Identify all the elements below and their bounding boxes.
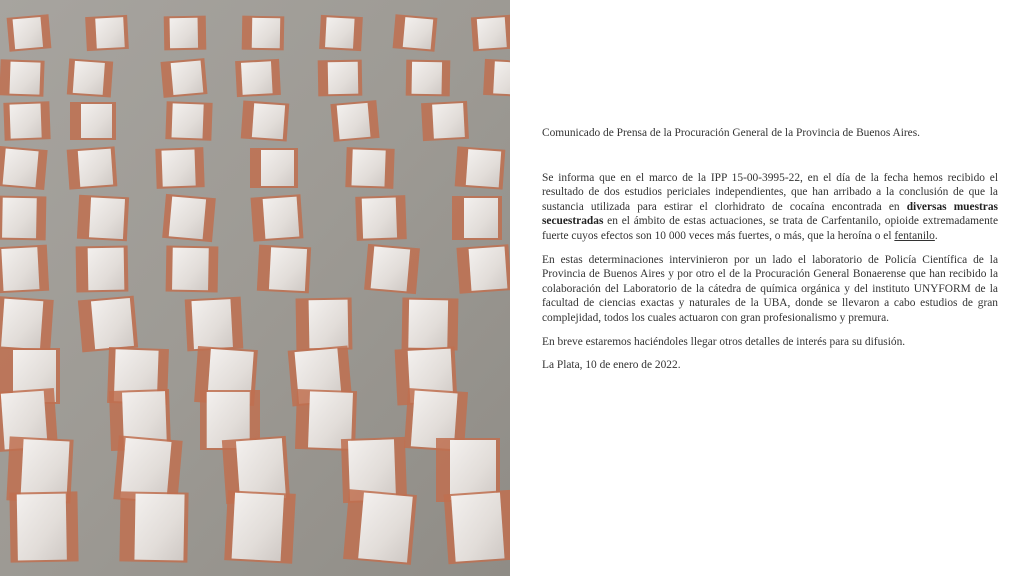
packet: [67, 146, 118, 189]
packet-paper: [89, 197, 125, 239]
press-release: [542, 126, 998, 382]
packet: [251, 194, 304, 241]
packet-paper: [351, 149, 385, 186]
findings-text-b: en el ámbito de estas actuaciones, se trata de Carfentanilo, opioide extremadamente fuerte cuyos efectos son 10 000 veces más fuertes, o más, que la heroína o el: [542, 215, 998, 242]
packet: [0, 59, 45, 97]
packet: [85, 15, 129, 51]
packet: [456, 244, 510, 294]
packet: [67, 59, 113, 98]
packet-paper: [493, 61, 510, 95]
packet-paper: [328, 62, 359, 95]
packet-paper: [325, 17, 355, 48]
packet-paper: [88, 248, 125, 291]
packet: [165, 101, 212, 141]
packet-paper: [17, 494, 67, 561]
packet-paper: [191, 299, 232, 349]
packet: [393, 14, 438, 52]
packet-paper: [252, 18, 281, 48]
packet: [155, 147, 204, 189]
packet-paper: [13, 17, 44, 49]
packet: [119, 491, 188, 562]
packet: [164, 16, 207, 51]
packet: [162, 194, 216, 242]
packet-paper: [81, 104, 112, 138]
packet-paper: [1, 299, 43, 350]
packet: [0, 245, 49, 294]
packet: [455, 146, 506, 189]
packet-paper: [95, 17, 125, 48]
packet-paper: [408, 300, 448, 349]
packet-paper: [469, 247, 508, 291]
packet: [364, 244, 420, 294]
packet: [355, 195, 407, 241]
packet-paper: [358, 492, 413, 562]
packet: [318, 60, 363, 97]
packet: [185, 297, 244, 352]
packet: [330, 100, 379, 142]
paragraph-followup: En breve estaremos haciéndoles llegar otros detalles de interés para su difusión.: [542, 335, 906, 348]
packet-paper: [171, 60, 204, 94]
packet-paper: [172, 248, 209, 291]
packet-paper: [170, 18, 199, 48]
packet: [421, 101, 469, 141]
packet: [257, 245, 311, 294]
packet-paper: [3, 149, 39, 188]
packet: [161, 58, 208, 98]
packet: [9, 491, 78, 562]
packet: [77, 195, 129, 242]
findings-text-c: .: [934, 229, 938, 242]
packet-paper: [337, 103, 371, 140]
fentanilo-link[interactable]: fentanilo: [894, 229, 935, 242]
packet-paper: [232, 493, 284, 561]
packet-paper: [403, 17, 434, 49]
packet: [242, 16, 285, 51]
packet: [345, 147, 394, 189]
packet-paper: [9, 62, 40, 95]
packet: [319, 15, 363, 51]
packet-paper: [269, 247, 307, 291]
findings-text-a: Se informa que en el marco de la IPP 15-00-3995-22, en el día de la fecha hemos recibido el resultado de dos estudios periciales independientes, que han arribado a la conclusión de que la sustancia utilizada para estirar el clorhidrato de cocaína encontrada en: [542, 171, 998, 213]
packet-paper: [263, 197, 300, 239]
paragraph-laboratories: En estas determinaciones intervinieron por un lado el laboratorio de Policía Científica de la Provincia de Buenos Aires y por otro el de la Procuración General Bonaerense que han recibido la colaboración del Laboratorio de la cátedra de química orgánica y del instituto UNYFORM de la facultad de ciencias exactas y naturales de la UBA, donde se llevaron a cabo estudios de gran complejidad, todos los cuales actuaron con gran profesionalismo y premura.: [542, 253, 998, 324]
press-release-heading: Comunicado de Prensa de la Procuración General de la Provincia de Buenos Aires.: [542, 127, 920, 139]
packet: [241, 100, 290, 141]
packet-paper: [451, 493, 504, 562]
packet-paper: [169, 196, 206, 239]
packet: [3, 101, 50, 141]
packet-paper: [450, 440, 496, 500]
seized-samples-emphasis: diversas muestras secuestradas: [542, 200, 998, 228]
paragraph-findings: [542, 171, 998, 244]
packet-paper: [134, 494, 184, 561]
packet-paper: [252, 103, 285, 139]
packet: [76, 246, 129, 293]
packet: [343, 489, 417, 565]
dateline: La Plata, 10 de enero de 2022.: [542, 359, 681, 372]
packet-paper: [261, 150, 294, 186]
packet-paper: [2, 198, 37, 239]
packet: [483, 59, 510, 97]
packet-paper: [1, 247, 39, 291]
packet: [70, 102, 116, 140]
packet-paper: [73, 61, 105, 95]
packet: [471, 15, 510, 52]
packet-paper: [477, 17, 507, 49]
packet-paper: [464, 198, 498, 238]
packet-paper: [371, 246, 411, 291]
packet: [406, 60, 451, 97]
packet-paper: [309, 300, 349, 349]
packet-paper: [78, 149, 113, 187]
packet-paper: [412, 62, 443, 95]
packet-paper: [466, 149, 501, 187]
packet: [0, 146, 48, 190]
packet: [166, 246, 219, 293]
packet-paper: [91, 298, 134, 349]
packet: [7, 14, 52, 52]
packet: [444, 490, 510, 565]
packet: [296, 298, 353, 351]
packet-paper: [161, 149, 195, 186]
packet-paper: [362, 197, 397, 238]
packet: [78, 296, 138, 353]
packet: [0, 296, 54, 352]
photo-image: [0, 0, 510, 576]
packet-paper: [10, 104, 42, 139]
packet: [224, 490, 296, 563]
packet-paper: [241, 61, 273, 95]
packet: [402, 298, 459, 351]
seized-packets-photo: [0, 0, 510, 576]
packet: [0, 196, 46, 241]
packet-paper: [432, 103, 465, 139]
packet-paper: [172, 103, 204, 138]
packet: [235, 59, 281, 97]
packet: [250, 148, 298, 188]
packet: [452, 196, 502, 240]
